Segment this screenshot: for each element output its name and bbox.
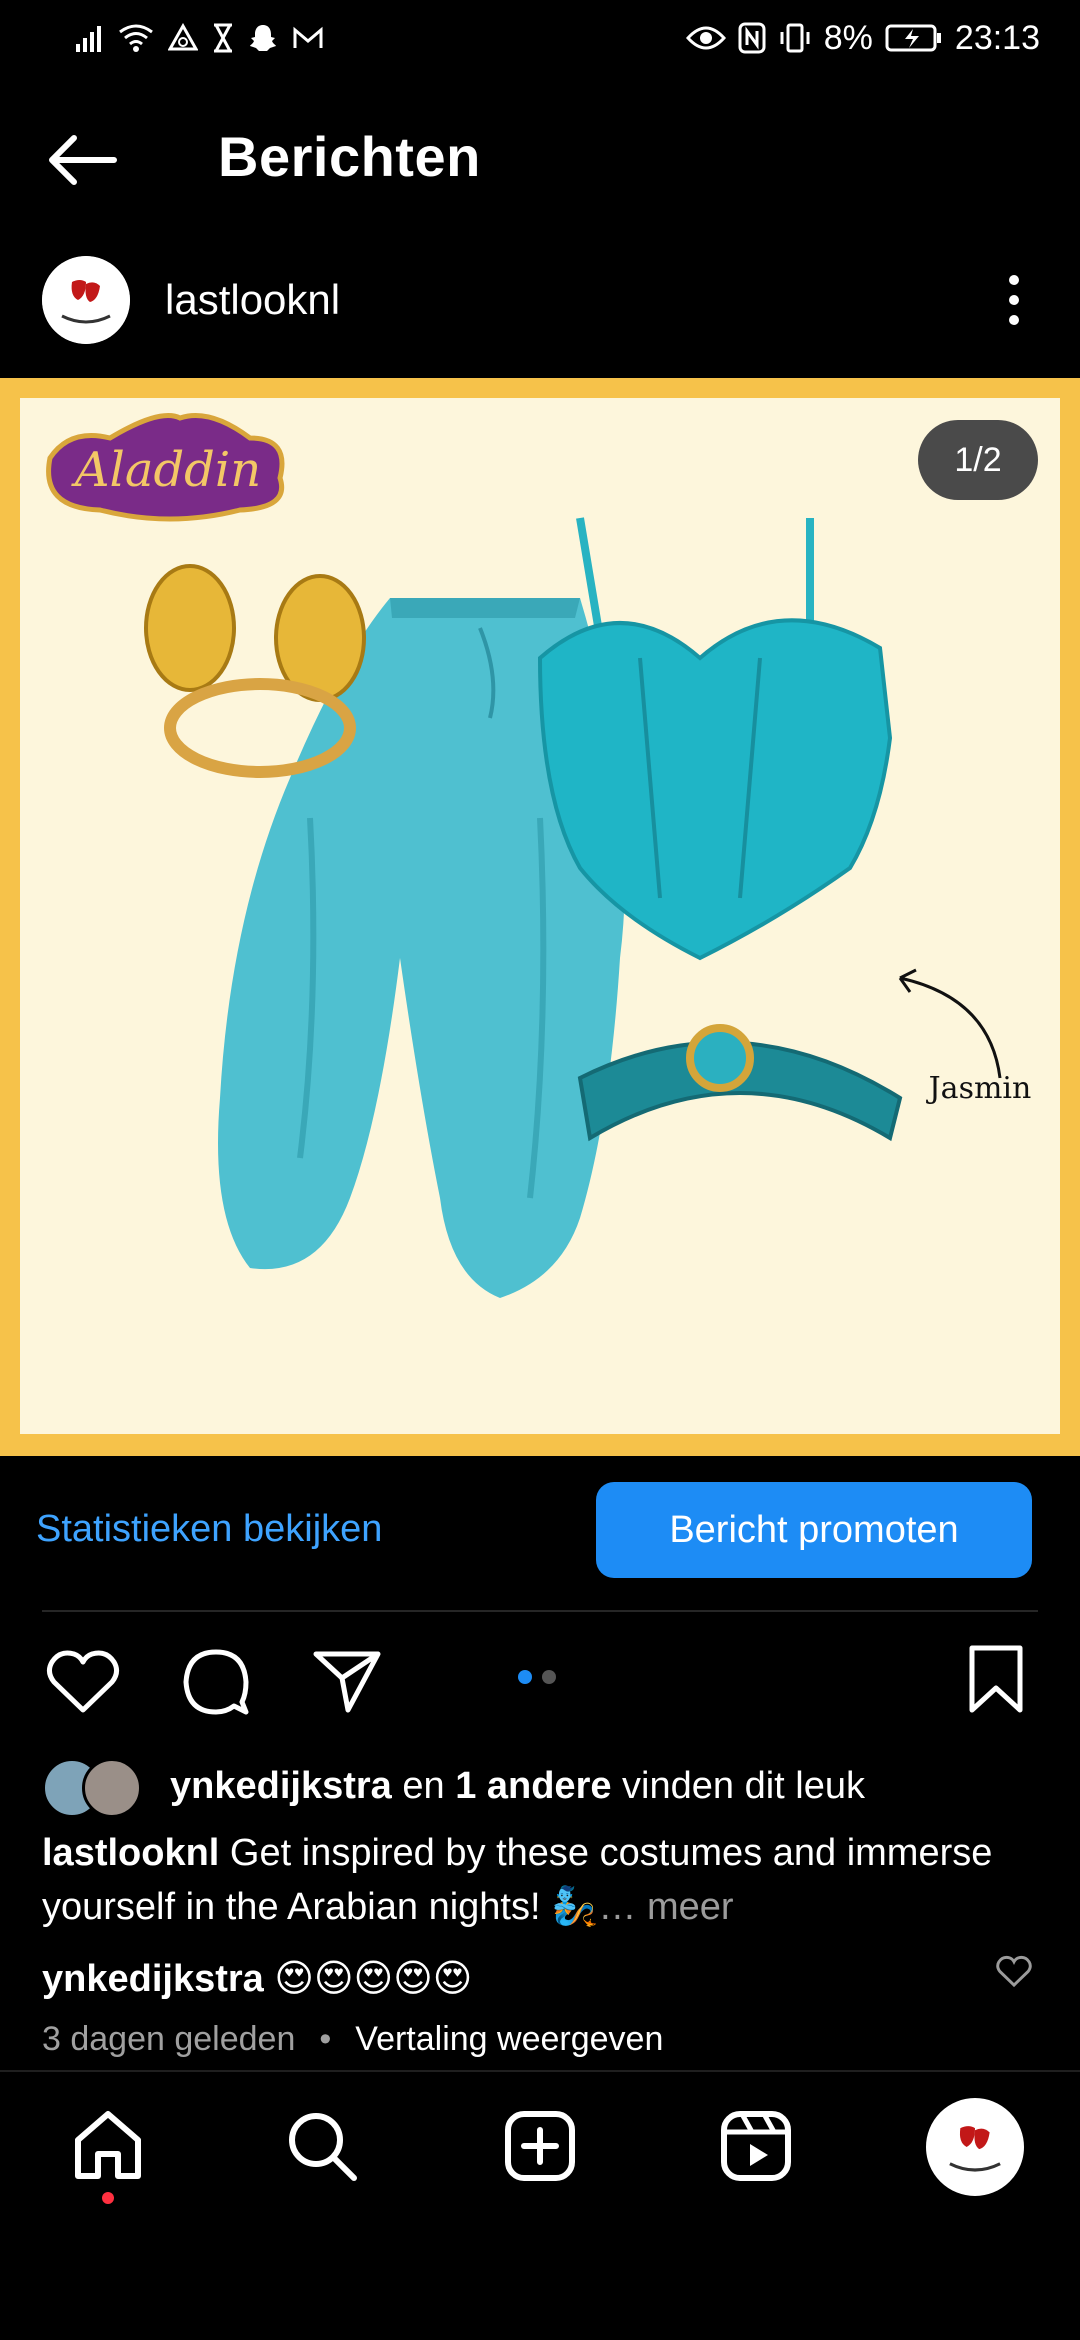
bottom-navigation	[0, 2070, 1080, 2222]
notification-dot	[102, 2192, 114, 2204]
caption-username[interactable]: lastlooknl	[42, 1832, 220, 1874]
likes-others[interactable]: 1 andere	[455, 1764, 612, 1807]
mail-icon	[292, 25, 324, 51]
vibrate-icon	[778, 22, 812, 54]
divider	[42, 1610, 1038, 1612]
save-button[interactable]	[966, 1644, 1026, 1716]
post-image[interactable]	[0, 378, 1080, 1456]
home-icon	[68, 2106, 148, 2186]
wifi-icon	[118, 22, 154, 54]
status-icons-left	[74, 16, 324, 60]
nfc-icon	[738, 22, 766, 54]
snapchat-icon	[248, 23, 278, 53]
nav-reels[interactable]	[716, 2106, 796, 2186]
liker-avatars	[42, 1758, 152, 1814]
battery-charging-icon	[885, 23, 943, 53]
image-canvas	[20, 398, 1060, 1434]
comment-icon	[180, 1646, 252, 1718]
jeweled-headband	[580, 1028, 900, 1138]
add-post-icon	[500, 2106, 580, 2186]
aladdin-logo	[49, 416, 282, 520]
comment-like-button[interactable]	[996, 1954, 1032, 1988]
likes-connector: en	[391, 1764, 456, 1807]
nav-home[interactable]	[68, 2106, 148, 2186]
theater-masks-icon	[42, 256, 130, 344]
author-username[interactable]: lastlooknl	[165, 276, 341, 323]
page-title: Berichten	[218, 125, 481, 188]
heart-icon	[46, 1646, 120, 1716]
translate-link[interactable]: Vertaling weergeven	[355, 2020, 664, 2058]
comment-button[interactable]	[180, 1646, 252, 1718]
post-meta	[42, 2020, 663, 2059]
annotation-arrow	[900, 978, 1000, 1078]
comment-username[interactable]: ynkedijkstra	[42, 1958, 264, 2000]
post-timestamp: 3 dagen geleden	[42, 2020, 296, 2058]
nav-profile[interactable]	[926, 2098, 1024, 2196]
eye-icon	[686, 24, 726, 52]
status-icons-right	[686, 16, 1040, 60]
back-arrow-icon	[42, 130, 122, 190]
annotation-label: Jasmin	[928, 1071, 1032, 1106]
caption-more-link[interactable]: … meer	[598, 1886, 734, 1928]
search-icon	[282, 2106, 362, 2186]
likes-suffix: vinden dit leuk	[611, 1764, 865, 1807]
logo-text: Aladdin	[74, 442, 262, 498]
small-heart-icon	[996, 1954, 1032, 1988]
nav-create[interactable]	[500, 2106, 580, 2186]
battery-percent: 8%	[823, 18, 873, 57]
costume-illustration	[20, 398, 1060, 1434]
caption-text: Get inspired by these costumes and immerse yourself in the Arabian nights! 🧞	[42, 1832, 993, 1928]
header	[0, 110, 1080, 210]
nav-search[interactable]	[282, 2106, 362, 2186]
meta-separator: •	[319, 2020, 332, 2058]
more-options-button[interactable]	[1000, 272, 1028, 328]
more-vertical-icon	[1000, 272, 1028, 328]
promote-post-button[interactable]: Bericht promoten	[596, 1482, 1032, 1578]
back-button[interactable]	[42, 130, 122, 190]
share-button[interactable]	[312, 1648, 382, 1714]
bookmark-icon	[966, 1644, 1026, 1716]
carousel-page-indicator: 1/2	[918, 420, 1038, 500]
clock: 23:13	[954, 18, 1040, 57]
author-avatar[interactable]	[42, 256, 130, 344]
comment-text: 😍😍😍😍😍	[263, 1958, 473, 2000]
view-insights-link[interactable]: Statistieken bekijken	[36, 1508, 383, 1550]
signal-icon	[74, 22, 104, 54]
like-button[interactable]	[46, 1646, 120, 1716]
carousel-dot	[542, 1670, 556, 1684]
likes-summary[interactable]	[42, 1756, 865, 1816]
liker-username[interactable]: ynkedijkstra	[170, 1764, 392, 1807]
post-header	[0, 252, 1080, 352]
send-icon	[312, 1648, 382, 1714]
status-bar	[0, 0, 1080, 76]
hourglass-icon	[212, 23, 234, 53]
reels-icon	[716, 2106, 796, 2186]
triangle-warning-icon	[168, 23, 198, 53]
carousel-dot-active	[518, 1670, 532, 1684]
profile-avatar-icon	[929, 2101, 1021, 2193]
carousel-dots	[518, 1670, 556, 1684]
post-caption	[42, 1826, 1022, 1934]
liker-avatar	[82, 1758, 142, 1818]
comment-preview	[42, 1952, 472, 2006]
